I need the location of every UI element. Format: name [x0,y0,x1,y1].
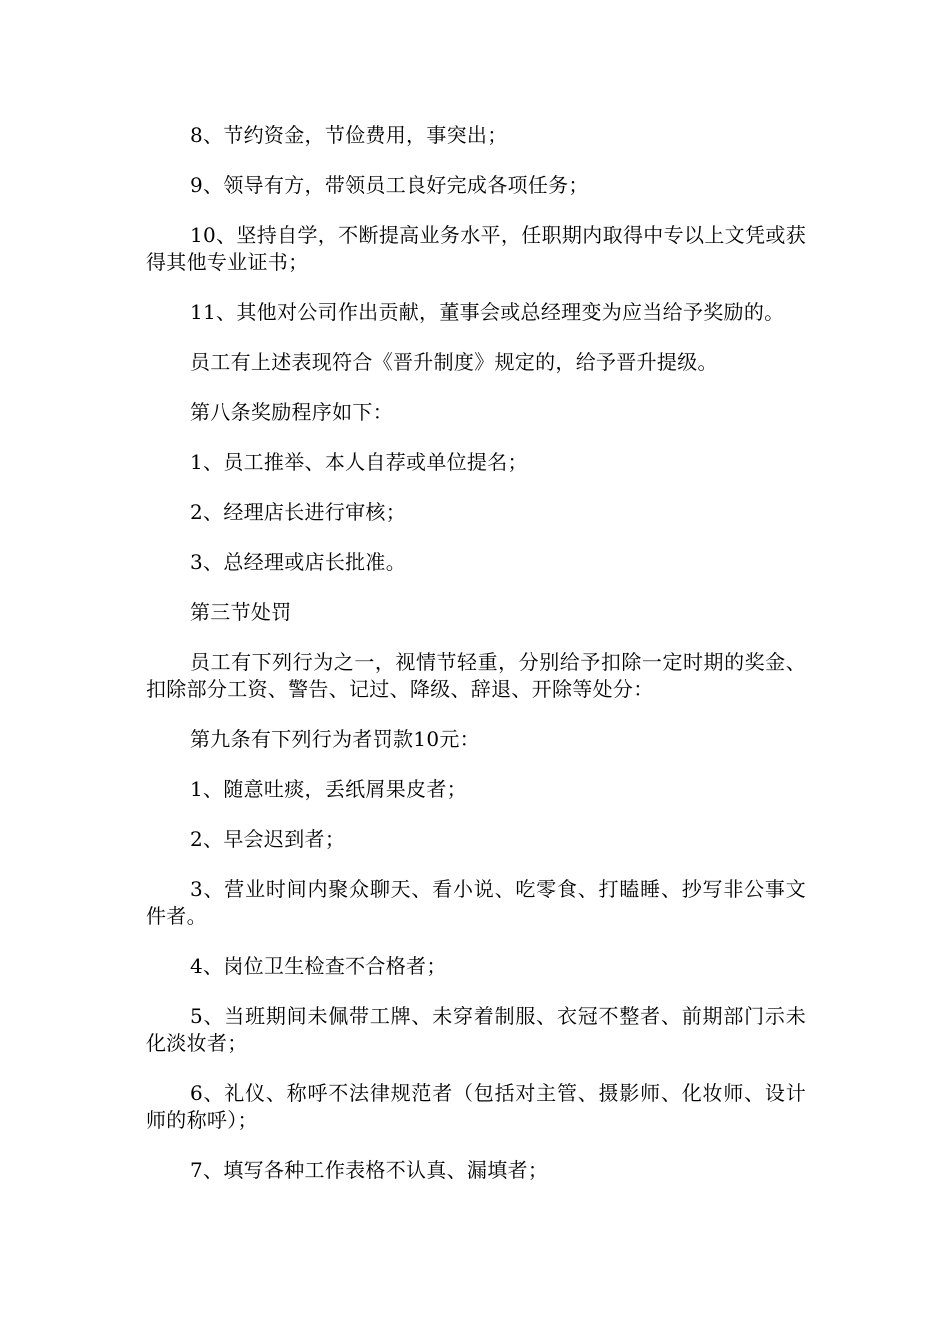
penalty-item-7: 7、填写各种工作表格不认真、漏填者； [190,1158,549,1182]
paragraph-promotion-note: 员工有上述表现符合《晋升制度》规定的，给予晋升提级。 [190,350,718,374]
penalty-item-6: 6、礼仪、称呼不法律规范者（包括对主管、摄影师、化妆师、设计师的称呼）； [146,1081,806,1132]
penalty-intro: 员工有下列行为之一，视情节轻重，分别给予扣除一定时期的奖金、扣除部分工资、警告、记过、降级、辞退、开除等处分： [146,650,806,701]
penalty-item-2: 2、早会迟到者； [190,827,346,851]
section-3-heading: 第三节处罚 [190,600,292,624]
penalty-item-1: 1、随意吐痰，丢纸屑果皮者； [190,777,467,801]
document-page [146,122,806,1207]
article-9-heading: 第九条有下列行为者罚款10元： [190,727,480,751]
paragraph-item-11-other-contribution: 11、其他对公司作出贡献，董事会或总经理变为应当给予奖励的。 [190,300,785,324]
paragraph-item-10-self-study: 10、坚持自学，不断提高业务水平，任职期内取得中专以上文凭或获得其他专业证书； [146,223,806,274]
paragraph-item-8-save-funds: 8、节约资金，节俭费用，事突出； [190,123,508,147]
paragraph-item-9-leadership: 9、领导有方，带领员工良好完成各项任务； [190,173,589,197]
procedure-step-1: 1、员工推举、本人自荐或单位提名； [190,450,528,474]
procedure-step-3: 3、总经理或店长批准。 [190,550,407,574]
penalty-item-4: 4、岗位卫生检查不合格者； [190,954,447,978]
article-8-heading: 第八条奖励程序如下： [190,400,393,424]
penalty-item-5: 5、当班期间未佩带工牌、未穿着制服、衣冠不整者、前期部门示未化淡妆者； [146,1004,806,1055]
penalty-item-3: 3、营业时间内聚众聊天、看小说、吃零食、打瞌睡、抄写非公事文件者。 [146,877,806,928]
procedure-step-2: 2、经理店长进行审核； [190,500,407,524]
